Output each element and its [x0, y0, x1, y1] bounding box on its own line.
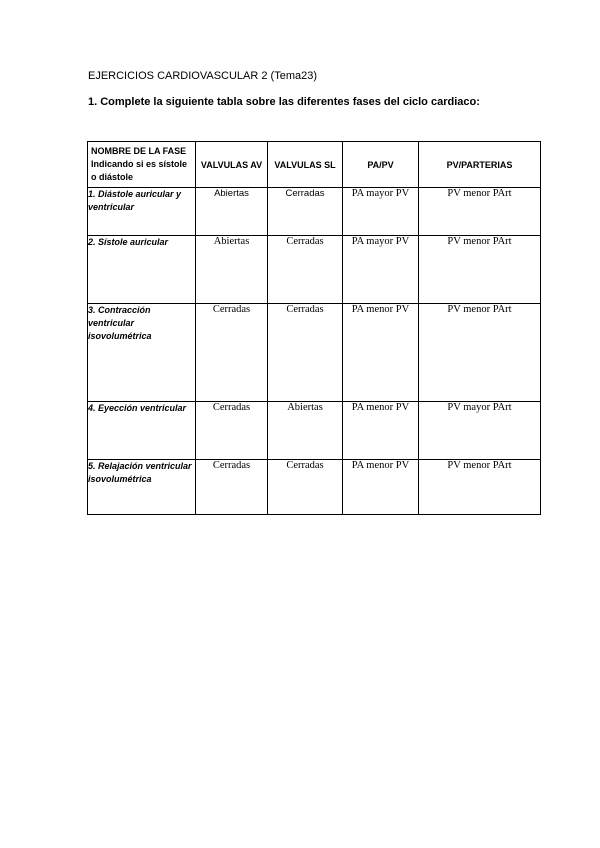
av-cell: Cerradas: [196, 402, 268, 460]
phase-cell: 5. Relajación ventricular isovolumétrica: [88, 460, 196, 515]
pa-pv-cell: PA menor PV: [343, 402, 419, 460]
table-header-row: [88, 142, 541, 188]
header-pv-parterias: PV/PARTERIAS: [419, 142, 541, 188]
header-valvulas-sl: VALVULAS SL: [268, 142, 343, 188]
pv-part-cell: PV menor PArt: [419, 460, 541, 515]
pv-part-cell: PV menor PArt: [419, 236, 541, 304]
document-title: EJERCICIOS CARDIOVASCULAR 2 (Tema23): [88, 70, 318, 82]
header-phase-name: [88, 142, 196, 188]
header-valvulas-av: VALVULAS AV: [196, 142, 268, 188]
pa-pv-cell: PA menor PV: [343, 460, 419, 515]
pv-part-cell: PV menor PArt: [419, 188, 541, 236]
sl-cell: Cerradas: [268, 304, 343, 402]
cardiac-cycle-table: [87, 141, 541, 515]
table-row: [88, 460, 541, 515]
header-phase-line2: Indicando si es sístole o diástole: [91, 159, 188, 182]
header-phase-line1: NOMBRE DE LA FASE: [91, 146, 187, 156]
pa-pv-cell: PA menor PV: [343, 304, 419, 402]
question-text: 1. Complete la siguiente tabla sobre las diferentes fases del ciclo cardiaco:: [88, 96, 480, 108]
table-row: [88, 236, 541, 304]
sl-cell: Abiertas: [268, 402, 343, 460]
av-cell: Abiertas: [196, 236, 268, 304]
phase-cell: 3. Contracción ventricular isovolumétrica: [88, 304, 196, 402]
phase-cell: 2. Sístole auricular: [88, 236, 196, 304]
av-cell: Abiertas: [196, 188, 268, 236]
pa-pv-cell: PA mayor PV: [343, 236, 419, 304]
av-cell: Cerradas: [196, 460, 268, 515]
av-cell: Cerradas: [196, 304, 268, 402]
sl-cell: Cerradas: [268, 188, 343, 236]
sl-cell: Cerradas: [268, 460, 343, 515]
pv-part-cell: PV mayor PArt: [419, 402, 541, 460]
sl-cell: Cerradas: [268, 236, 343, 304]
pa-pv-cell: PA mayor PV: [343, 188, 419, 236]
header-pa-pv: PA/PV: [343, 142, 419, 188]
table-row: [88, 402, 541, 460]
table-row: [88, 304, 541, 402]
pv-part-cell: PV menor PArt: [419, 304, 541, 402]
table-row: [88, 188, 541, 236]
phase-cell: 1. Diástole auricular y ventricular: [88, 188, 196, 236]
phase-cell: 4. Eyección ventricular: [88, 402, 196, 460]
